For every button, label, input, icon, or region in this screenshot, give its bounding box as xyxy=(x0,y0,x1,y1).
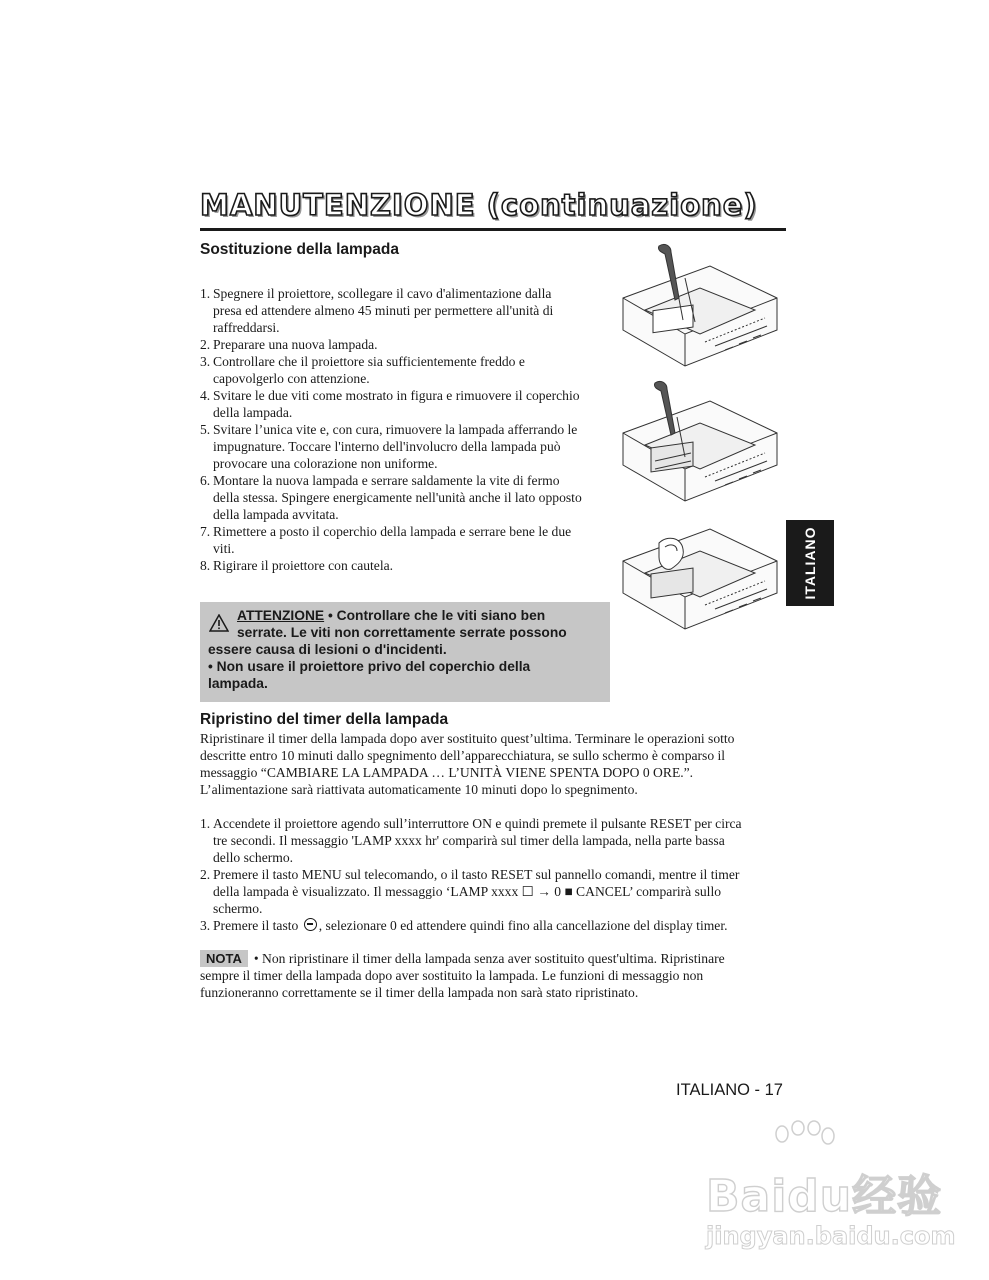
lamp-section-heading: Sostituzione della lampada xyxy=(200,241,399,258)
intro-line: L’alimentazione sarà riattivata automaticamente 10 minuti dopo lo spegnimento. xyxy=(200,782,638,797)
watermark-logo: Baidu经验 xyxy=(706,1171,943,1222)
timer-step-3 xyxy=(200,917,790,934)
step-text: Preparare una nuova lampada. xyxy=(213,337,378,352)
lamp-step-8 xyxy=(200,557,620,574)
step-text: , selezionare 0 ed attendere quindi fino alla cancellazione del display timer. xyxy=(318,918,728,933)
step-text: Rimettere a posto il coperchio della lampada e serrare bene le due xyxy=(213,524,572,539)
step-text: capovolgerlo con attenzione. xyxy=(213,371,370,386)
step-number: 3. xyxy=(200,354,211,369)
lamp-step-3 xyxy=(200,353,620,387)
lamp-steps-list xyxy=(200,285,620,574)
step-number: 6. xyxy=(200,473,211,488)
enter-button-icon xyxy=(304,918,317,931)
warning-line-1 xyxy=(208,607,602,624)
warning-line-3: essere causa di lesioni o d'incidenti. xyxy=(208,642,447,657)
warning-line-2: serrate. Le viti non correttamente serrate possono xyxy=(237,625,567,640)
step-text: Controllare che il proiettore sia sufficientemente freddo e xyxy=(213,354,525,369)
step-text: Svitare le due viti come mostrato in figura e rimuovere il coperchio xyxy=(213,388,580,403)
step-text: Rigirare il proiettore con cautela. xyxy=(213,558,394,573)
projector-illustration-1 xyxy=(623,244,777,366)
step-text: provocare una colorazione non uniforme. xyxy=(213,456,438,471)
lamp-step-4 xyxy=(200,387,620,421)
page-title: MANUTENZIONE (continuazione) xyxy=(200,188,758,222)
step-number: 5. xyxy=(200,422,211,437)
intro-line: descritte entro 10 minuti dallo spegnimento dell’apparecchiatura, se sullo schermo è comparso il xyxy=(200,748,726,763)
timer-step-2 xyxy=(200,866,790,917)
step-text: dello schermo. xyxy=(213,850,294,865)
step-number: 8. xyxy=(200,558,211,573)
step-text: Svitare l’unica vite e, con cura, rimuovere la lampada afferrando le xyxy=(213,422,578,437)
side-tab-label: ITALIANO xyxy=(802,526,818,600)
note-label: NOTA xyxy=(200,950,248,967)
step-number: 1. xyxy=(200,286,211,301)
lamp-step-2 xyxy=(200,336,620,353)
warning-line-5: lampada. xyxy=(208,676,268,691)
lamp-step-7 xyxy=(200,523,620,557)
lamp-step-6 xyxy=(200,472,620,523)
step-text: della lampada avvitata. xyxy=(213,507,339,522)
step-number: 4. xyxy=(200,388,211,403)
step-number: 2. xyxy=(200,867,211,882)
step-text: schermo. xyxy=(213,901,263,916)
step-text: viti. xyxy=(213,541,235,556)
step-text: Premere il tasto xyxy=(213,918,299,933)
step-text: Premere il tasto MENU sul telecomando, o il tasto RESET sul pannello comandi, mentre il timer xyxy=(213,867,740,882)
lamp-step-1 xyxy=(200,285,620,336)
warning-box xyxy=(200,602,610,702)
intro-line: Ripristinare il timer della lampada dopo aver sostituito quest’ultima. Terminare le operazioni sotto xyxy=(200,731,735,746)
timer-intro xyxy=(200,730,790,798)
page-number: ITALIANO - 17 xyxy=(676,1081,783,1099)
note-line-3: funzioneranno correttamente se il timer della lampada non sarà stato ripristinato. xyxy=(200,985,639,1000)
step-number: 3. xyxy=(200,918,211,933)
step-text: Spegnere il proiettore, scollegare il cavo d'alimentazione dalla xyxy=(213,286,552,301)
warning-label: ATTENZIONE xyxy=(237,608,325,623)
note-block xyxy=(200,950,790,1001)
step-text: impugnature. Toccare l'interno dell'involucro della lampada può xyxy=(213,439,561,454)
step-text: Montare la nuova lampada e serrare saldamente la vite di fermo xyxy=(213,473,560,488)
lamp-step-5 xyxy=(200,421,620,472)
note-line-1 xyxy=(200,950,790,967)
projector-illustration-3 xyxy=(623,529,777,629)
step-number: 2. xyxy=(200,337,211,352)
warning-triangle-icon xyxy=(209,614,229,632)
lamp-replacement-illustrations xyxy=(615,238,790,648)
step-text: della lampada. xyxy=(213,405,293,420)
warning-text: • Controllare che le viti siano ben xyxy=(327,608,546,623)
step-text: raffreddarsi. xyxy=(213,320,280,335)
step-text: della lampada è visualizzato. Il messaggio ‘LAMP xxxx ☐ → 0 ■ CANCEL’ comparirà sullo xyxy=(213,884,722,899)
language-side-tab xyxy=(786,520,834,606)
step-text: della stessa. Spingere energicamente nell'unità anche il lato opposto xyxy=(213,490,582,505)
note-text: • Non ripristinare il timer della lampada senza aver sostituito quest'ultima. Ripristinare xyxy=(253,951,725,966)
note-line-2: sempre il timer della lampada dopo aver sostituito la lampada. Le funzioni di messaggio non xyxy=(200,968,704,983)
watermark-url: jingyan.baidu.com xyxy=(706,1222,956,1250)
step-text: tre secondi. Il messaggio 'LAMP xxxx hr' comparirà sul timer della lampada, nella parte bassa xyxy=(213,833,725,848)
step-text: presa ed attendere almeno 45 minuti per permettere all'unità di xyxy=(213,303,554,318)
timer-step-1 xyxy=(200,815,790,866)
step-text: Accendete il proiettore agendo sull’interruttore ON e quindi premete il pulsante RESET per circa xyxy=(213,816,742,831)
timer-section-heading: Ripristino del timer della lampada xyxy=(200,711,449,728)
intro-line: messaggio “CAMBIARE LA LAMPADA … L’UNITÀ VIENE SPENTA DOPO 0 ORE.”. xyxy=(200,765,694,780)
projector-illustration-2 xyxy=(623,381,777,501)
step-number: 7. xyxy=(200,524,211,539)
warning-line-4: • Non usare il proiettore privo del coperchio della xyxy=(208,659,531,674)
step-number: 1. xyxy=(200,816,211,831)
timer-steps-list xyxy=(200,815,790,934)
title-rule xyxy=(200,228,786,231)
